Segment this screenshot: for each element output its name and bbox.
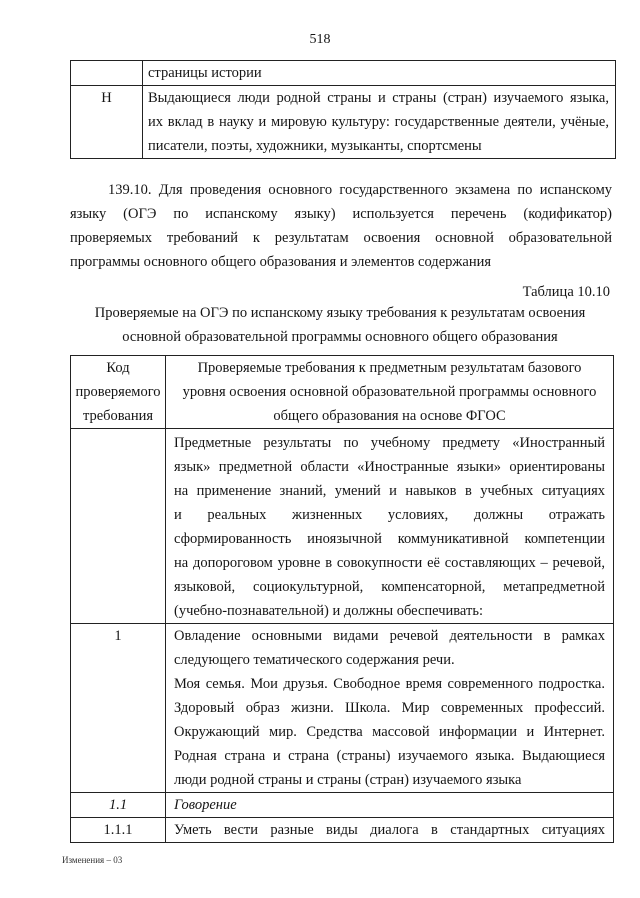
code-cell xyxy=(71,429,166,624)
code-cell: 1.1 xyxy=(71,793,166,818)
footer-note: Изменения – 03 xyxy=(62,855,123,865)
content-cell: страницы истории xyxy=(143,61,616,86)
code-cell: 1 xyxy=(71,624,166,793)
content-cell: Говорение xyxy=(166,793,614,818)
header-code-cell: Код проверяемого требования xyxy=(71,356,166,429)
table-label: Таблица 10.10 xyxy=(522,284,610,300)
table-row xyxy=(71,86,616,159)
table-row xyxy=(71,61,616,86)
table-header-row xyxy=(71,356,614,429)
requirements-table xyxy=(70,355,614,843)
code-cell: Н xyxy=(71,86,143,159)
code-cell xyxy=(71,61,143,86)
section-paragraph: 139.10. Для проведения основного государственного экзамена по испанскому языку (ОГЭ по испанскому языку) используется перечень (кодификатор) проверяемых требований к результатам освоения основной образовательной программы основного общего образования и элементов содержания xyxy=(70,182,612,270)
content-cell: Уметь вести разные виды диалога в стандартных ситуациях xyxy=(166,818,614,843)
table-row xyxy=(71,793,614,818)
continuation-table xyxy=(70,60,616,159)
table-row xyxy=(71,429,614,624)
header-requirements-cell: Проверяемые требования к предметным результатам базового уровня освоения основной образовательной программы основного общего образования на основе ФГОС xyxy=(166,356,614,429)
content-cell: Овладение основными видами речевой деятельности в рамках следующего тематического содержания речи. Моя семья. Мои друзья. Свободное время современного подростка. Здоровый образ жизни. Школа. Мир современных профессий. Окружающий мир. Средства массовой информации и Интернет. Родная страна и страна (страны) изучаемого языка. Выдающиеся люди родной страны и страны (стран) изучаемого языка xyxy=(166,624,614,793)
table-title: Проверяемые на ОГЭ по испанскому языку требования к результатам освоения основной образовательной программы основного общего образования xyxy=(94,305,586,345)
table-row xyxy=(71,818,614,843)
content-cell: Предметные результаты по учебному предмету «Иностранный язык» предметной области «Иностранные языки» ориентированы на применение знаний, умений и навыков в учебных ситуациях и реальных жизненных условиях, должны отражать сформированность иноязычной коммуникативной компетенции на допороговом уровне в совокупности её составляющих – речевой, языковой, социокультурной, компенсаторной, метапредметной (учебно-познавательной) и должны обеспечивать: xyxy=(166,429,614,624)
table-row xyxy=(71,624,614,793)
content-cell: Выдающиеся люди родной страны и страны (стран) изучаемого языка, их вклад в науку и мировую культуру: государственные деятели, учёные, писатели, поэты, художники, музыканты, спортсмены xyxy=(143,86,616,159)
page-number: 518 xyxy=(309,32,331,47)
code-cell: 1.1.1 xyxy=(71,818,166,843)
